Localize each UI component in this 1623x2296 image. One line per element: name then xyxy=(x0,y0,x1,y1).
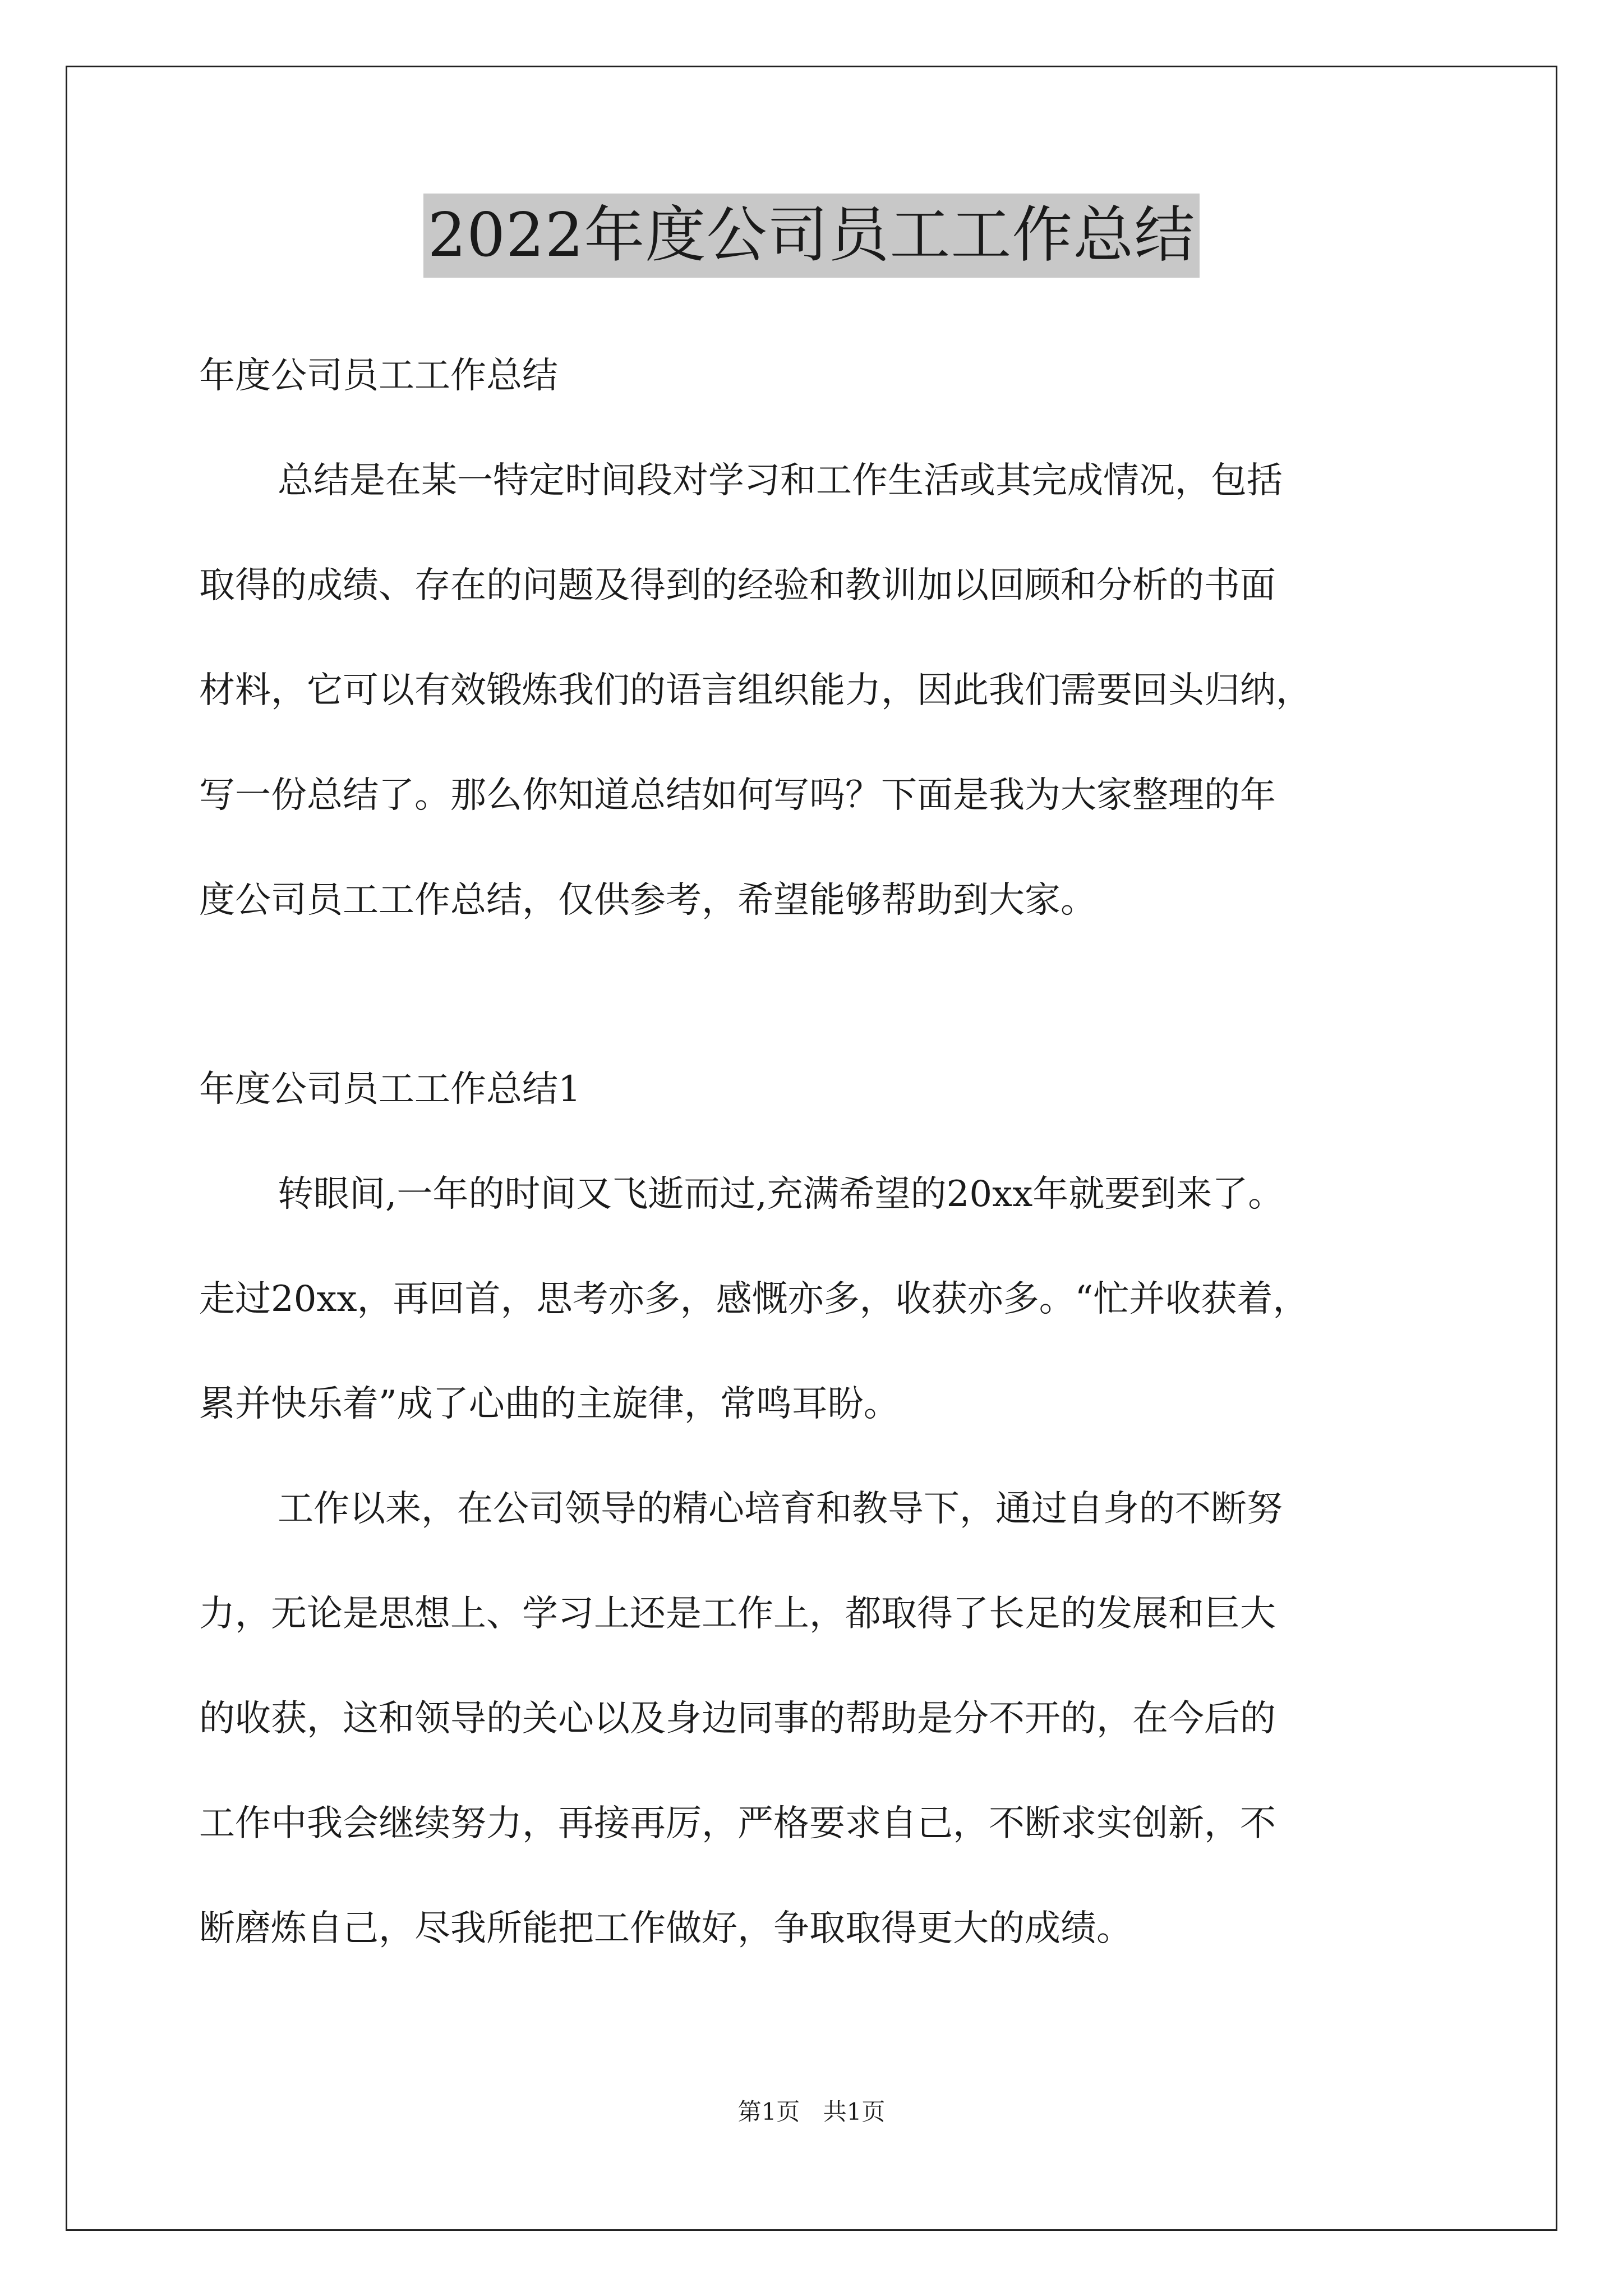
paragraph-line: 转眼间,一年的时间又飞逝而过,充满希望的20xx年就要到来了。 xyxy=(278,1174,1284,1215)
paragraph-line: 度公司员工工作总结，仅供参考，希望能够帮助到大家。 xyxy=(199,880,1096,921)
paragraph-line: 工作中我会继续努力，再接再厉，严格要求自己，不断求实创新，不 xyxy=(199,1803,1276,1844)
paragraph-line: 力，无论是思想上、学习上还是工作上，都取得了长足的发展和巨大 xyxy=(199,1593,1276,1635)
page-number: 第1页 xyxy=(737,2098,800,2125)
document-body xyxy=(199,337,1427,1994)
paragraph-line: 取得的成绩、存在的问题及得到的经验和教训加以回顾和分析的书面 xyxy=(199,565,1276,606)
page-total: 共1页 xyxy=(823,2098,886,2125)
paragraph-line: 工作以来，在公司领导的精心培育和教导下，通过自身的不断努 xyxy=(278,1488,1283,1530)
intro-paragraph xyxy=(199,441,1427,966)
paragraph-line: 写一份总结了。那么你知道总结如何写吗？下面是我为大家整理的年 xyxy=(199,775,1276,816)
paragraph-1 xyxy=(199,1155,1427,1470)
title-container xyxy=(0,194,1623,278)
section-spacer xyxy=(199,966,1427,1050)
page-footer xyxy=(0,2095,1623,2129)
section-heading: 年度公司员工工作总结1 xyxy=(199,1069,581,1110)
paragraph-line: 总结是在某一特定时间段对学习和工作生活或其完成情况，包括 xyxy=(278,460,1283,501)
paragraph-line: 断磨炼自己，尽我所能把工作做好，争取取得更大的成绩。 xyxy=(199,1908,1132,1949)
paragraph-line: 走过20xx，再回首，思考亦多，感慨亦多，收获亦多。“忙并收获着， xyxy=(199,1278,1309,1320)
paragraph-line: 累并快乐着”成了心曲的主旋律，常鸣耳盼。 xyxy=(199,1383,900,1425)
intro-subheading: 年度公司员工工作总结 xyxy=(199,355,558,397)
paragraph-line: 的收获，这和领导的关心以及身边同事的帮助是分不开的，在今后的 xyxy=(199,1698,1276,1740)
paragraph-2 xyxy=(199,1470,1427,1994)
document-title: 2022年度公司员工工作总结 xyxy=(423,194,1200,278)
paragraph-line: 材料，它可以有效锻炼我们的语言组织能力，因此我们需要回头归纳， xyxy=(199,670,1312,711)
